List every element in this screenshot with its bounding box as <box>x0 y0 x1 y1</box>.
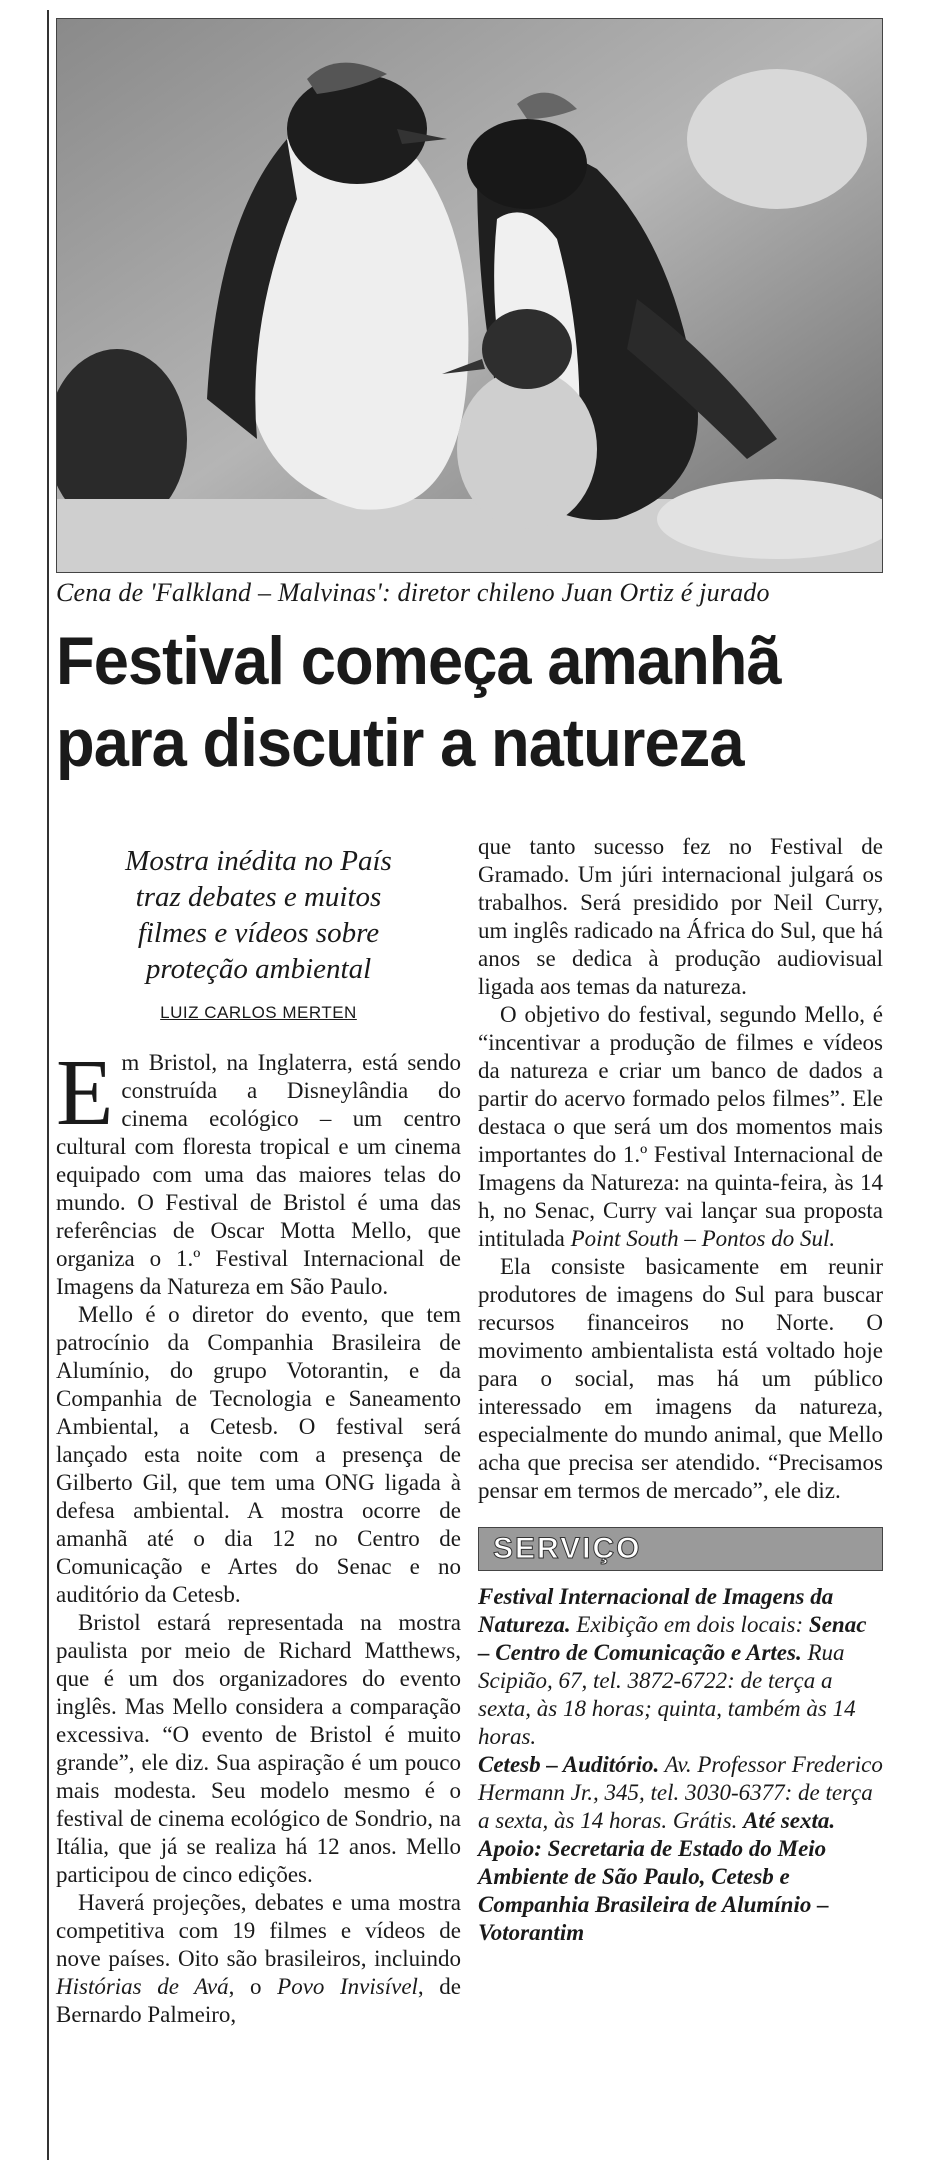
headline-line-1: Festival começa amanhã <box>56 623 781 699</box>
page-margin-rule <box>47 10 49 2160</box>
penguins-photo <box>56 18 883 573</box>
servico-venue-senac: Senac – Centro de Comunicação e Artes. <box>478 1612 867 1665</box>
servico-text-1: Exibição em dois locais: <box>570 1612 809 1637</box>
byline: LUIZ CARLOS MERTEN <box>160 1003 357 1022</box>
deck-line-2: traz debates e muitos <box>135 881 382 913</box>
servico-support: Até sexta. Apoio: Secretaria de Estado do Meio Ambiente de São Paulo, Cetesb e Companhia Brasileira de Alumínio – Votorantim <box>478 1808 836 1945</box>
servico-header <box>478 1527 883 1571</box>
paragraph-1-text: m Bristol, na Inglaterra, está sendo construída a Disneylândia do cinema ecológico – um centro cultural com floresta tropical e um cinema equipado com uma das maiores telas do mundo. O Festival de Bristol é uma das referências de Oscar Motta Mello, que organiza o 1.º Festival Internacional de Imagens da Natureza em São Paulo. <box>56 1050 461 1299</box>
deck <box>56 843 461 987</box>
film-title-2: Povo Invisível <box>277 1974 418 1999</box>
paragraph-3: Bristol estará representada na mostra paulista por meio de Richard Matthews, que é um dos organizadores do evento inglês. Mas Mello considera a comparação excessiva. “O evento de Bristol é muito grande”, ele diz. Sua aspiração é um pouco mais modesta. Seu modelo mesmo é o festival de cinema ecológico de Sondrio, na Itália, que já se realiza há 12 anos. Mello participou de cinco edições. <box>56 1610 461 1887</box>
paragraph-5: que tanto sucesso fez no Festival de Gramado. Um júri internacional julgará os trabalhos. Será presidido por Neil Curry, um inglês radicado na África do Sul, que há anos se dedica à produção audiovisual ligada aos temas da natureza. <box>478 834 883 999</box>
paragraph-4-text-a: Haverá projeções, debates e uma mostra competitiva com 19 filmes e vídeos de nove países. Oito são brasileiros, incluindo <box>56 1890 461 1971</box>
proposal-title: Point South – Pontos do Sul. <box>570 1226 836 1251</box>
paragraph-4-text-c: , de Bernardo Palmeiro, <box>56 1974 461 2027</box>
headline-line-2: para discutir a natureza <box>56 705 744 781</box>
paragraph-4-text-b: , o <box>228 1974 278 1999</box>
paragraph-6-text: O objetivo do festival, segundo Mello, é “incentivar a produção de filmes e vídeos da natureza e criar um banco de dados a partir do acervo formado pelos filmes”. Ele destaca o que será um dos momentos mais importantes do 1.º Festival Internacional de Imagens da Natureza: na quinta-feira, às 14 h, no Senac, Curry vai lançar sua proposta intitulada <box>478 1002 883 1251</box>
photo-caption: Cena de 'Falkland – Malvinas': diretor chileno Juan Ortiz é jurado <box>56 578 770 607</box>
servico-title: SERVIÇO <box>493 1532 642 1565</box>
deck-line-1: Mostra inédita no País <box>125 845 392 877</box>
dropcap: E <box>56 1041 114 1145</box>
article-column-left <box>56 843 461 2029</box>
servico-box <box>478 1583 883 1947</box>
headline <box>56 620 837 784</box>
penguins-photo-icon <box>57 19 882 572</box>
servico-venue-cetesb: Cetesb – Auditório. <box>478 1752 660 1777</box>
deck-line-4: proteção ambiental <box>145 953 372 985</box>
paragraph-1 <box>56 1041 461 1301</box>
servico-event-name: Festival Internacional de Imagens da Natureza. <box>478 1584 834 1637</box>
servico-text-3: Av. Professor Frederico Hermann Jr., 345, tel. 3030-6377: de terça a sexta, às 14 horas. Grátis. <box>478 1752 883 1833</box>
paragraph-2: Mello é o diretor do evento, que tem patrocínio da Companhia Brasileira de Alumínio, do grupo Votorantin, e da Companhia de Tecnologia e Saneamento Ambiental, a Cetesb. O festival será lançado esta noite com a presença de Gilberto Gil, que tem uma ONG ligada à defesa ambiental. A mostra ocorre de amanhã até o dia 12 no Centro de Comunicação e Artes do Senac e no auditório da Cetesb. <box>56 1302 461 1607</box>
film-title-1: Histórias de Avá <box>56 1974 229 1999</box>
deck-line-3: filmes e vídeos sobre <box>137 917 380 949</box>
article-column-right <box>478 833 883 1947</box>
paragraph-7: Ela consiste basicamente em reunir produtores de imagens do Sul para buscar recursos financeiros no Norte. O movimento ambientalista está voltado hoje para o social, mas há um público interessado em imagens da natureza, especialmente do mundo animal, que Mello acha que precisa ser atendido. “Precisamos pensar em termos de mercado”, ele diz. <box>478 1254 883 1503</box>
servico-text-2: Rua Scipião, 67, tel. 3872-6722: de terça a sexta, às 18 horas; quinta, também às 14 horas. <box>478 1640 856 1749</box>
paragraph-4 <box>56 1889 461 2029</box>
paragraph-6 <box>478 1001 883 1253</box>
